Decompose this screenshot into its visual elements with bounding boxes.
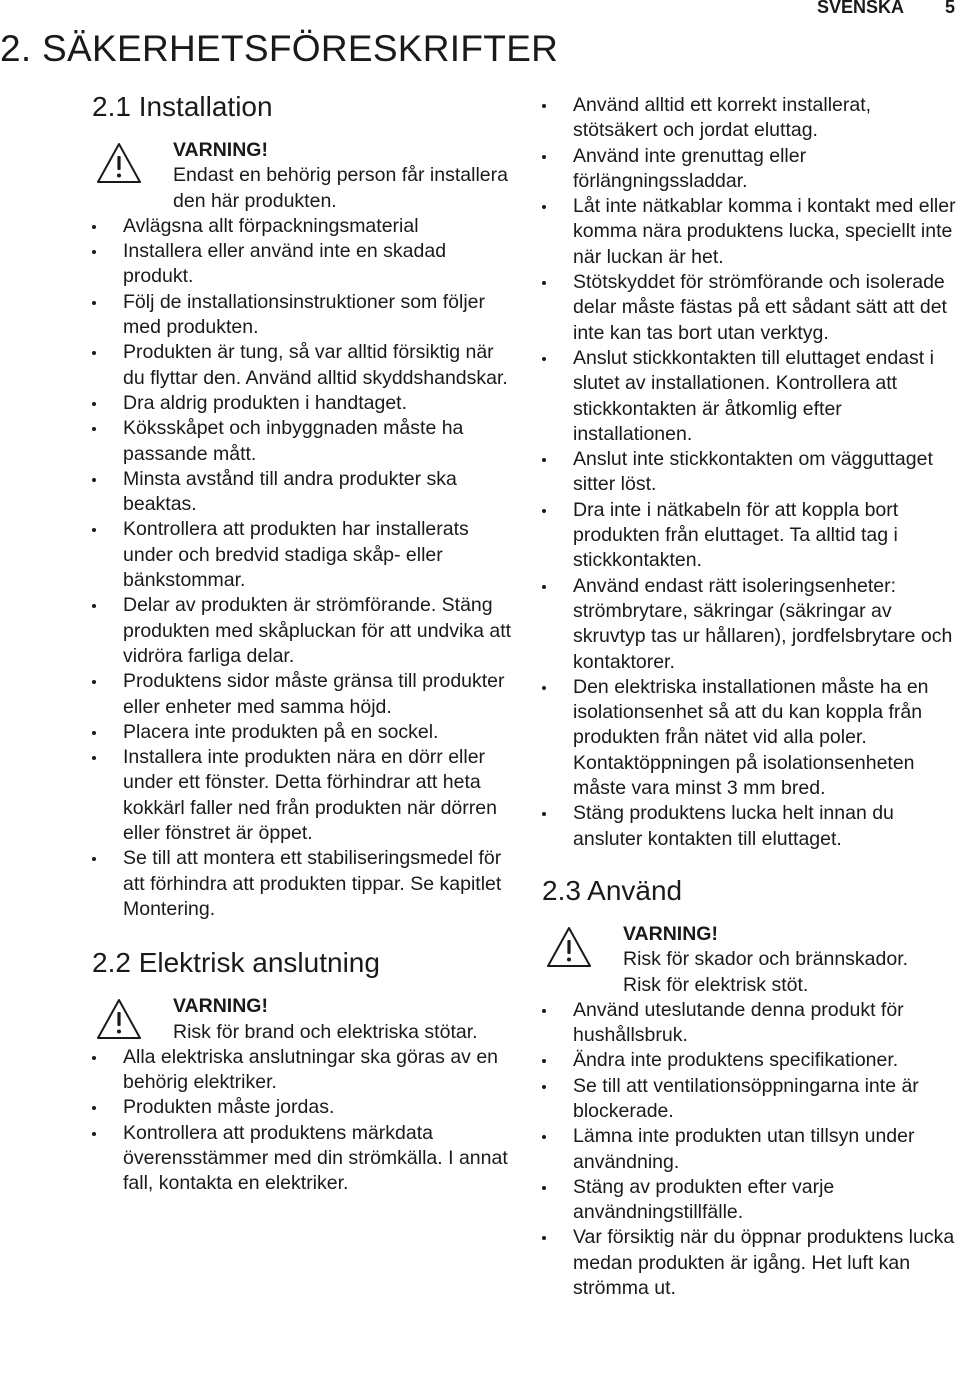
page-number: 5 <box>944 0 955 17</box>
list-item: Se till att ventilationsöppningarna inte är blockerade. <box>542 1074 960 1125</box>
chapter-title: 2. SÄKERHETSFÖRESKRIFTER <box>0 28 559 69</box>
warning-title: VARNING! <box>173 139 268 161</box>
list-item: Minsta avstånd till andra produkter ska beaktas. <box>92 467 512 518</box>
list-item: Använd endast rätt isoleringsenheter: strömbrytare, säkringar (säkringar av skruvtyp tas ur hållaren), jordfelsbrytare och kontaktorer. <box>542 574 960 675</box>
list-item: Installera eller använd inte en skadad produkt. <box>92 239 512 290</box>
list-item: Anslut inte stickkontakten om vägguttaget sitter löst. <box>542 447 960 498</box>
list-item: Använd inte grenuttag eller förlängningssladdar. <box>542 144 960 195</box>
section-title-installation: 2.1 Installation <box>92 91 273 122</box>
list-item: Ändra inte produktens specifikationer. <box>542 1048 960 1073</box>
list-item: Var försiktig när du öppnar produktens lucka medan produkten är igång. Het luft kan strömma ut. <box>542 1225 960 1301</box>
list-item: Anslut stickkontakten till eluttaget endast i slutet av installationen. Kontrollera att stickkontakten är åtkomlig efter installationen. <box>542 346 960 447</box>
installation-list <box>92 214 512 922</box>
warning-text: Risk för skador och brännskador. <box>623 948 909 971</box>
list-item: Avlägsna allt förpackningsmaterial <box>92 214 512 239</box>
list-item: Se till att montera ett stabiliseringsmedel för att förhindra att produkten tippar. Se kapitlet Montering. <box>92 846 512 922</box>
list-item: Följ de installationsinstruktioner som följer med produkten. <box>92 290 512 341</box>
list-item: Dra aldrig produkten i handtaget. <box>92 391 512 416</box>
warning-title: VARNING! <box>173 995 268 1018</box>
warning-title: VARNING! <box>623 922 718 945</box>
list-item: Installera inte produkten nära en dörr eller under ett fönster. Detta förhindrar att heta kokkärl faller ned från produkten när dörren eller fönstret är öppet. <box>92 745 512 846</box>
list-item: Stötskyddet för strömförande och isolerade delar måste fästas på ett sådant sätt att det inte kan tas bort utan verktyg. <box>542 270 960 346</box>
list-item: Köksskåpet och inbyggnaden måste ha passande mått. <box>92 416 512 467</box>
electrical-list-part1 <box>92 1045 512 1197</box>
list-item: Produkten är tung, så var alltid försiktig när du flyttar den. Använd alltid skyddshandskar. <box>92 340 512 391</box>
list-item: Använd uteslutande denna produkt för hushållsbruk. <box>542 998 960 1049</box>
left-column <box>92 88 512 1197</box>
section-title-electrical: 2.2 Elektrisk anslutning <box>92 947 380 979</box>
list-item: Kontrollera att produktens märkdata överensstämmer med din strömkälla. I annat fall, kontakta en elektriker. <box>92 1121 512 1197</box>
list-item: Stäng av produkten efter varje användningstillfälle. <box>542 1175 960 1226</box>
list-item: Produktens sidor måste gränsa till produkter eller enheter med samma höjd. <box>92 669 512 720</box>
list-item: Placera inte produkten på en sockel. <box>92 720 512 745</box>
list-item: Stäng produktens lucka helt innan du ansluter kontakten till eluttaget. <box>542 801 960 852</box>
warning-text: Risk för brand och elektriska stötar. <box>173 1020 478 1043</box>
list-item: Låt inte nätkablar komma i kontakt med eller komma nära produktens lucka, speciellt inte när luckan är het. <box>542 194 960 270</box>
electrical-list-part2 <box>542 93 960 852</box>
right-column <box>542 93 960 1301</box>
list-item: Alla elektriska anslutningar ska göras av en behörig elektriker. <box>92 1045 512 1096</box>
warning-text: Endast en behörig person får installera den här produkten. <box>173 164 508 212</box>
warning-box-installation <box>92 138 512 214</box>
section-title-use: 2.3 Använd <box>542 874 683 906</box>
warning-triangle-icon <box>546 926 592 968</box>
list-item: Produkten måste jordas. <box>92 1095 512 1120</box>
warning-triangle-icon <box>96 142 142 184</box>
list-item: Kontrollera att produkten har installerats under och bredvid stadiga skåp- eller bänkstommar. <box>92 517 512 593</box>
list-item: Lämna inte produkten utan tillsyn under användning. <box>542 1124 960 1175</box>
warning-box-use <box>542 922 960 998</box>
warning-triangle-icon <box>96 998 142 1040</box>
list-item: Den elektriska installationen måste ha en isolationsenhet så att du kan koppla från produkten från nätet vid alla poler. Kontaktöppningen på isolationsenheten måste vara minst 3 mm bred. <box>542 675 960 801</box>
list-item: Delar av produkten är strömförande. Stäng produkten med skåpluckan för att undvika att vidröra farliga delar. <box>92 593 512 669</box>
list-item: Dra inte i nätkabeln för att koppla bort produkten från eluttaget. Ta alltid tag i stickkontakten. <box>542 498 960 574</box>
use-list <box>542 998 960 1302</box>
list-item: Använd alltid ett korrekt installerat, stötsäkert och jordat eluttag. <box>542 93 960 144</box>
language-label: SVENSKA <box>816 0 904 17</box>
warning-box-electrical <box>92 994 512 1045</box>
warning-text-2: Risk för elektrisk stöt. <box>623 973 809 996</box>
